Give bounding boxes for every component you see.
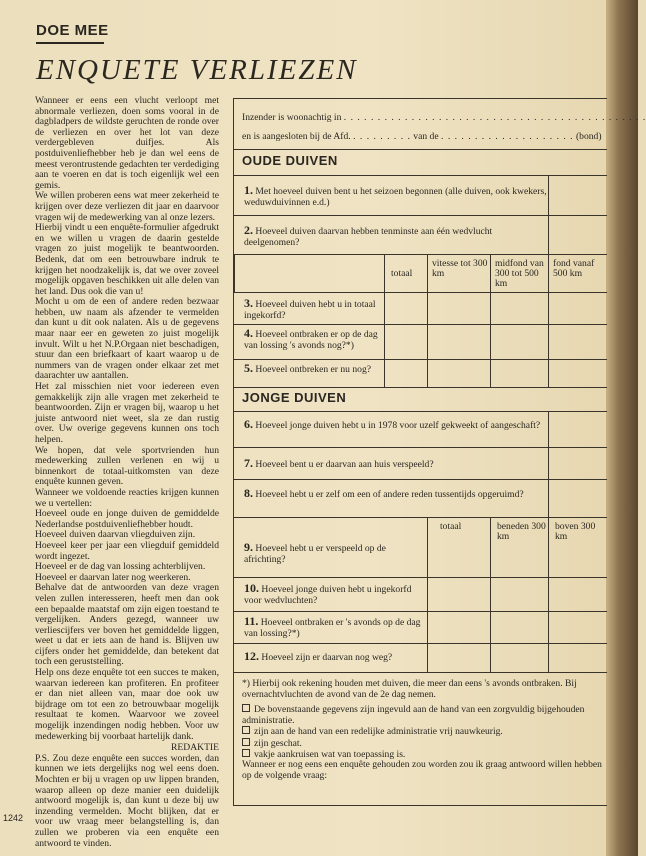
answer-cell[interactable] [427,325,428,360]
answer-cell[interactable] [548,176,608,216]
section-title-young: JONGE DUIVEN [242,390,347,405]
member-dots-bond: . . . . . . . . . . . . . . . . . . . . [441,131,574,142]
article-paragraph: Hoeveel keer per jaar een vliegduif gemiddeld wordt ingezet. [35,539,219,562]
signature: REDAKTIE [171,742,219,754]
question-text: Hoeveel ontbraken er op de dag van lossing 's avonds nog?*) [244,329,378,351]
question-text: Hoeveel zijn er daarvan nog weg? [261,652,393,663]
checkbox-list [242,704,607,761]
section-title-old: OUDE DUIVEN [242,153,338,168]
answer-cell[interactable] [384,325,385,360]
answer-cell[interactable] [427,612,428,644]
article-paragraph: Hoeveel er daarvan later nog weerkeren. [35,571,191,583]
answer-cell[interactable] [548,644,549,672]
member-dots-afd: . . . . . . . . . [353,131,411,142]
question-number: 2. [244,223,253,237]
member-line[interactable] [242,132,607,143]
checkbox-square[interactable] [242,704,250,712]
section-kicker: DOE MEE [36,22,109,39]
answer-cell[interactable] [490,360,491,388]
question-number: 9. [244,540,253,554]
question-number: 11. [244,614,259,628]
article-paragraph: Hoeveel oude en jonge duiven de gemiddelde Nederlandse postduivenliefhebber houdt. [35,508,219,530]
article-paragraph: Hoeveel er de dag van lossing achterblijven. [35,561,206,573]
answer-cell[interactable] [490,644,491,672]
page-number: 1242 [3,813,24,823]
article-paragraph: Wanneer we voldoende reacties krijgen kunnen we u vertellen: [35,486,219,509]
resident-label: Inzender is woonachtig in [242,112,342,123]
column-header: fond vanaf 500 km [548,255,608,293]
article-paragraph: Behalve dat de antwoorden van deze vragen velen zullen interesseren, heeft men dan ook een bepaalde maatstaf om zijn eigen toestand te vergelijken. Anders gezegd, wanneer uw verliescijfers ver boven het gemiddelde liggen, weet u dat er iets aan de hand is. Blijven uw cijfers onder het gemiddelde, dan betekent dat toch een geruststelling. [35,582,219,668]
question-11 [234,611,607,644]
checkbox-item[interactable]: zijn geschat. [242,738,607,750]
page-title: ENQUETE VERLIEZEN [36,54,358,86]
checkbox-item[interactable]: De bovenstaande gegevens zijn ingevuld aan de hand van een zorgvuldig bijgehouden administratie. [242,704,585,726]
kicker-underline [36,42,104,44]
question-number: 12. [244,649,259,663]
answer-cell[interactable] [548,325,549,360]
answer-cell[interactable] [548,293,549,325]
question-text: Hoeveel duiven daarvan hebben tenminste aan één wedvlucht deelgenomen? [244,226,493,248]
answer-cell[interactable] [490,518,549,578]
question-text: Hoeveel duiven hebt u in totaal ingekorfd? [244,299,376,321]
member-label: en is aangesloten bij de Afd. [242,131,351,142]
answer-cell[interactable] [427,578,428,612]
question-5 [234,359,607,388]
answer-cell[interactable] [490,325,491,360]
article-paragraph: Wanneer er eens een vlucht verloopt met abnormale verliezen, doen soms vooral in de dagbladpers de wildste geruchten de ronde over de verliezen en over het lot van deze verdergebleven duifjes. Als postduivenliefhebber heb je dan wel eens de meest verontrustende gedachten ter verdediging aan te voeren en dat is toch eigenlijk wel een gemis. [35,95,219,191]
question-text: Hoeveel jonge duiven hebt u in 1978 voor uzelf gekweekt of aangeschaft? [255,420,541,431]
question-number: 1. [244,183,253,197]
question-2 [234,215,607,255]
checkbox-square[interactable] [242,738,250,746]
question-number: 4. [244,326,253,340]
answer-cell[interactable] [548,360,549,388]
article-paragraph: We hopen, dat vele sportvrienden hun medewerking zullen verlenen en wij u binnenkort de totaal-uitkomsten van deze enquête kunnen geven. [35,444,219,488]
question-number: 10. [244,581,259,595]
question-6 [234,411,607,448]
article-paragraph: We willen proberen eens wat meer zekerheid te krijgen over deze verliezen dit jaar en daarvoor vragen wij de medewerking van al onze lezers. [35,190,219,223]
checkbox-square[interactable] [242,726,250,734]
article-paragraph: Mocht u om de een of andere reden bezwaar hebben, uw naam als afzender te vermelden dan kunt u dit ook nalaten. Als u de gegevens maar naar eer en geweten zo juist mogelijk invult. Wilt u het N.P.Orgaan niet beschadigen, stuur dan een briefkaart of kaart waarop u de nummers van de vragen onder elkaar zet met daarachter uw aantallen. [35,296,219,382]
article-column [35,96,219,849]
article-paragraph: Hierbij vindt u een enquête-formulier afgedrukt en we willen u vragen de daarin gestelde vragen zo juist mogelijk te beantwoorden. Bedenk, dat om een betrouwbare indruk te krijgen het noodzakelijk is, dat we over zoveel mogelijk opgaven beschikken uit alle delen van het land. Dus ook die van u! [35,222,219,297]
old-column-headers [234,254,607,293]
survey-form [233,98,646,806]
page-binding-edge [606,0,638,856]
question-7 [234,447,607,480]
column-header: totaal [440,521,462,532]
column-header: vitesse tot 300 km [427,255,491,293]
answer-cell[interactable] [548,448,608,480]
question-3 [234,292,607,325]
column-header: midfond van 300 tot 500 km [490,255,549,293]
question-text: Hoeveel hebt u er verspeeld op de africhting? [244,543,386,565]
question-4 [234,324,607,360]
article-paragraph: Hoeveel duiven daarvan vliegduiven zijn. [35,529,196,541]
answer-cell[interactable] [490,612,491,644]
resident-dots: . . . . . . . . . . . . . . . . . . . . . . . . . . . . . . . . . . . . . . . . . . . . . [343,112,646,123]
question-text: Hoeveel ontbraken er 's avonds op de dag van lossing?*) [244,617,421,639]
resident-line[interactable] [242,112,646,124]
question-number: 8. [244,486,253,500]
checkbox-item: vakje aankruisen wat van toepassing is. [242,749,607,761]
question-text: Met hoeveel duiven bent u het seizoen begonnen (alle duiven, ook kwekers, weduwduivinnen e.d.) [244,186,547,208]
question-text: Hoeveel jonge duiven hebt u ingekorfd voor wedvluchten? [244,584,412,606]
checkbox-square [242,749,250,757]
section-young [234,387,607,412]
question-8 [234,479,607,518]
footnote: *) Hierbij ook rekening houden met duiven, die meer dan eens 's avonds ontbraken. Bij overnachtvluchten de avond van de 2e dag nemen. [242,678,577,700]
answer-cell[interactable] [427,360,428,388]
article-paragraph: Het zal misschien niet voor iedereen even gemakkelijk zijn alle vragen met zekerheid te beantwoorden. Zijn er vragen bij, waarop u het juiste antwoord niet weet, sla ze dan rustig over. Uw overige gegevens kunnen ons toch helpen. [35,381,219,445]
column-header: totaal [384,255,428,293]
answer-cell[interactable] [427,518,491,578]
question-text: Hoeveel hebt u er zelf om een of andere reden tussentijds opgeruimd? [255,489,524,500]
question-text: Hoeveel ontbreken er nu nog? [255,364,372,375]
question-number: 6. [244,417,253,431]
question-text: Hoeveel bent u er daarvan aan huis verspeeld? [255,459,434,470]
member-van: van de [413,131,439,142]
question-1 [234,175,607,216]
closing-question: Wanneer er nog eens een enquête gehouden zou worden zou ik graag antwoord willen hebben op de volgende vraag: [242,759,602,781]
answer-cell[interactable] [427,644,428,672]
question-9 [234,517,607,578]
member-end: (bond) [575,131,602,142]
answer-cell[interactable] [548,518,608,578]
question-number: 3. [244,296,253,310]
article-paragraph: Help ons deze enquête tot een succes te maken, waarvan iedereen kan profiteren. En profiteer er dan niet alleen van, maar doe ook uw bijdrage om tot een zo betrouwbaar mogelijk resultaat te komen. Waarvoor we zoveel mogelijk inzendingen nodig hebben. Voor uw medewerking bij voorbaat hartelijk dank. [35,667,219,742]
question-number: 5. [244,361,253,375]
question-12 [234,643,607,673]
answer-cell[interactable] [427,293,428,325]
answer-cell[interactable] [384,293,385,325]
postscript: P.S. Zou deze enquête een succes worden, dan kunnen we iets dergelijks nog wel eens doen. Mochten er bij u vragen op uw lippen branden, waarop alleen op deze manier een duidelijk antwoord mogelijk is, dan kunt u deze bij uw inzending vermelden. Mocht blijken, dat er voor uw vraag meer belangstelling is, dan zullen we proberen via een enquête een antwoord te vinden. [35,752,219,849]
answer-cell[interactable] [490,293,491,325]
answer-cell[interactable] [384,360,385,388]
answer-cell[interactable] [548,412,608,448]
question-10 [234,577,607,612]
answer-cell[interactable] [490,578,491,612]
checkbox-item[interactable]: zijn aan de hand van een redelijke administratie vrij nauwkeurig. [242,726,607,738]
answer-cell[interactable] [548,480,608,518]
question-number: 7. [244,456,253,470]
answer-cell[interactable] [548,612,549,644]
answer-cell[interactable] [548,216,608,255]
column-header: beneden 300 km [497,521,546,542]
section-old [234,149,607,176]
column-header: boven 300 km [555,521,596,542]
answer-cell[interactable] [548,578,549,612]
